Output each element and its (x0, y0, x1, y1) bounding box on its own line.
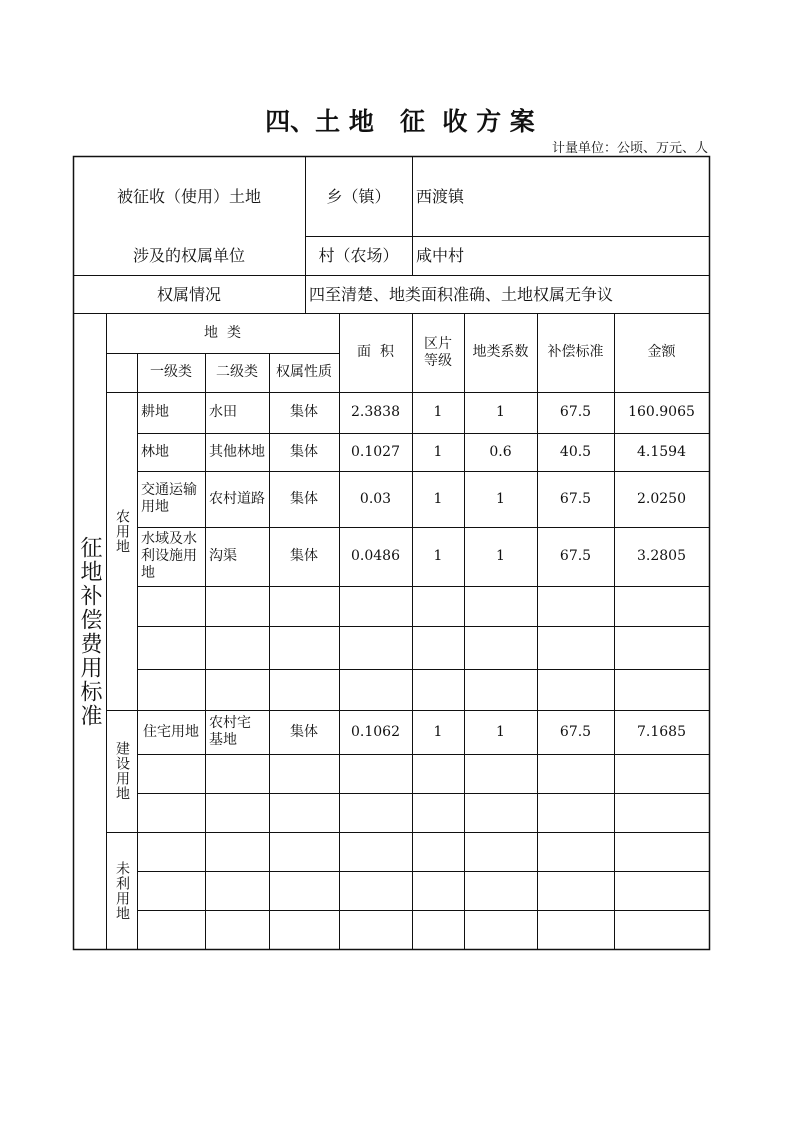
level1-header: 一级类 (150, 364, 192, 380)
table-row-cell: 67.5 (559, 548, 592, 564)
group-agri: 农用地 (114, 509, 130, 554)
nature-header: 权属性质 (276, 364, 332, 380)
ownership-label: 权属情况 (156, 284, 221, 304)
table-row-cell: 耕地 (141, 404, 169, 420)
amount-header: 金额 (647, 344, 676, 360)
town-label: 乡（镇） (326, 186, 391, 206)
level2-header: 二级类 (216, 364, 258, 380)
table-row-cell: 其他林地 (209, 443, 265, 460)
table-row-cell: 67.5 (559, 404, 592, 420)
table-row-cell: 集体 (290, 723, 318, 740)
table-row-cell: 0.6 (489, 443, 512, 460)
group-unused: 未利用地 (114, 861, 130, 921)
page-title: 四、土 地 征 收 方 案 (265, 107, 535, 136)
label-land: 被征收（使用）土地 (116, 186, 261, 206)
table-row-cell: 交通运输用地 (141, 482, 197, 515)
table-row-cell: 1 (496, 723, 505, 740)
table-row-cell: 集体 (290, 490, 318, 507)
table-row-cell: 67.5 (559, 490, 592, 507)
standard-header: 补偿标准 (547, 344, 604, 360)
coef-header: 地类系数 (472, 344, 529, 360)
table-row-cell: 1 (433, 723, 443, 740)
table-row-cell: 40.5 (559, 443, 592, 460)
table-row-cell: 林地 (141, 443, 169, 460)
table-row-cell: 集体 (290, 443, 318, 460)
table-row-cell: 沟渠 (209, 548, 237, 564)
label-owner: 涉及的权属单位 (132, 246, 245, 265)
table-row-cell: 农村宅基地 (209, 715, 251, 748)
group-build-cell (106, 710, 137, 832)
table-row-cell: 0.03 (359, 490, 392, 507)
village-value: 咸中村 (416, 246, 465, 265)
zone-header: 区片等级 (424, 335, 452, 369)
group-agri-cell (106, 353, 137, 710)
table-row-cell: 0.1062 (351, 723, 400, 740)
table-row-cell: 2.0250 (637, 490, 686, 507)
table-row-cell: 0.1027 (351, 443, 400, 460)
table-row-cell: 农村道路 (209, 490, 265, 507)
table-row-cell: 0.0486 (351, 548, 400, 564)
table-row-cell: 1 (433, 404, 443, 420)
table-row-cell: 1 (496, 490, 505, 507)
group-unused-cell (106, 832, 137, 950)
table-row-cell: 4.1594 (637, 443, 686, 460)
table-row-cell: 67.5 (559, 723, 592, 740)
table-row-cell: 7.1685 (637, 723, 686, 740)
unit-note: 计量单位：公顷、万元、人 (551, 141, 708, 156)
table-row-cell: 1 (433, 443, 443, 460)
table-row-cell: 1 (433, 548, 443, 564)
town-value: 西渡镇 (416, 186, 465, 206)
table-row-cell: 水域及水利设施用地 (141, 531, 197, 581)
ownership-value: 四至清楚、地类面积准确、土地权属无争议 (309, 284, 614, 304)
table-row-cell: 2.3838 (351, 404, 400, 420)
table-row-cell: 1 (496, 548, 505, 564)
area-header: 面 积 (357, 344, 394, 360)
section-label-cell (73, 313, 106, 950)
land-type-header: 地 类 (204, 324, 241, 341)
village-label: 村（农场） (318, 246, 399, 265)
table-row-cell: 集体 (290, 548, 318, 564)
section-label: 征地补偿费用标准 (77, 535, 102, 728)
group-build: 建设用地 (114, 741, 130, 801)
table-row-cell: 3.2805 (637, 548, 686, 564)
table-row-cell: 160.9065 (628, 404, 695, 420)
table-row-cell: 水田 (209, 404, 237, 420)
table-row-cell: 集体 (290, 404, 318, 420)
table-row-cell: 住宅用地 (143, 723, 199, 740)
table-row-cell: 1 (433, 490, 443, 507)
table-row-cell: 1 (496, 404, 505, 420)
